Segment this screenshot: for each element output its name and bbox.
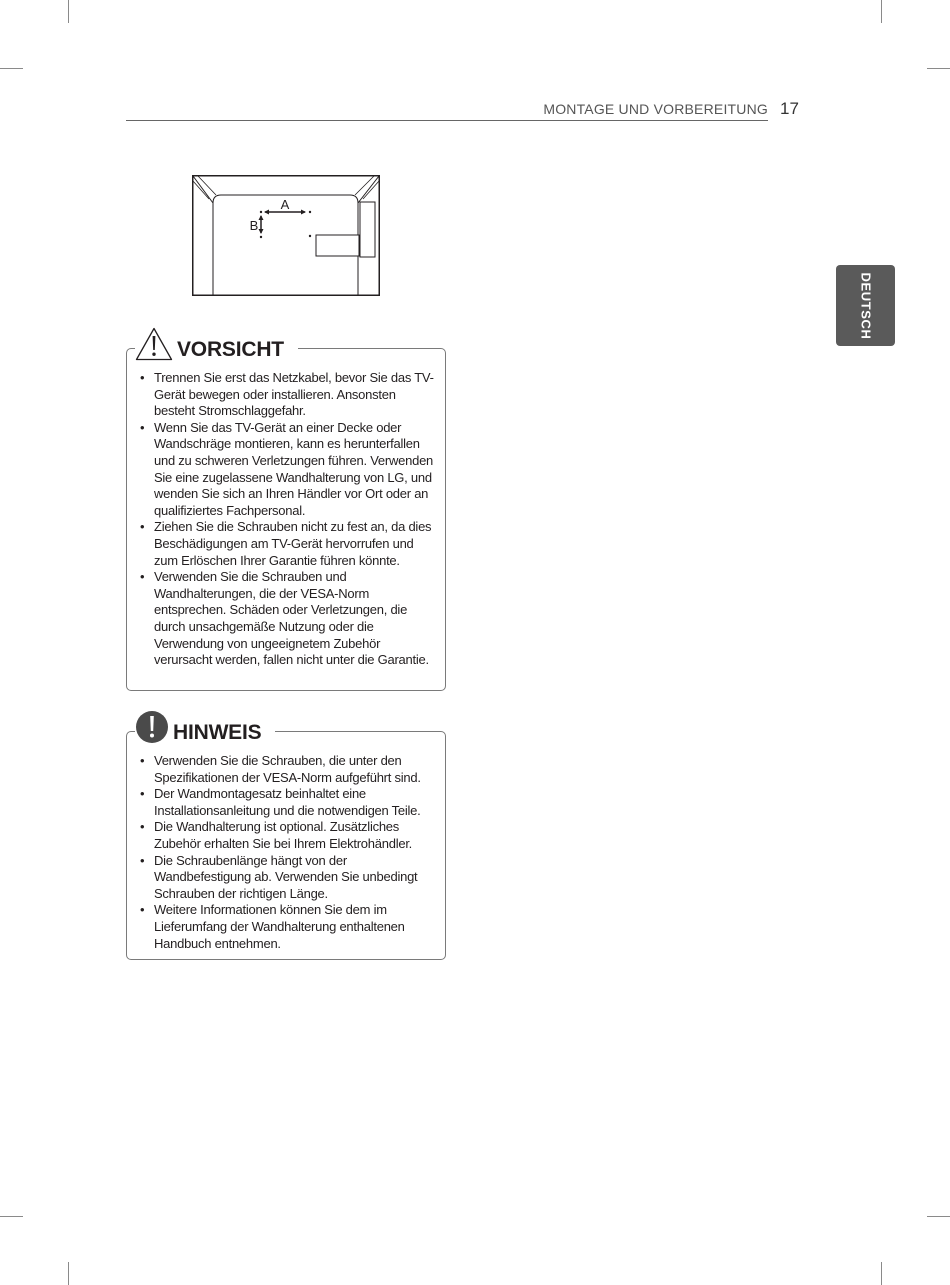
- crop-mark: [927, 68, 950, 69]
- crop-mark: [881, 1262, 882, 1285]
- list-item: • Der Wandmontagesatz beinhaltet eine Installationsanleitung und die notwendigen Teile.: [139, 786, 437, 819]
- crop-mark: [881, 0, 882, 23]
- dimension-a-label: A: [280, 197, 290, 212]
- note-title: HINWEIS: [173, 721, 262, 744]
- caution-title: VORSICHT: [177, 338, 284, 361]
- list-item: • Die Schraubenlänge hängt von der Wandbefestigung ab. Verwenden Sie unbedingt Schrauben der richtigen Länge.: [139, 853, 437, 903]
- header-rule: [126, 120, 768, 121]
- caution-box: [126, 338, 446, 691]
- caution-list: [139, 370, 437, 669]
- crop-mark: [68, 0, 69, 23]
- note-heading: [135, 708, 275, 744]
- warning-triangle-icon: [135, 327, 173, 361]
- language-tab: [836, 265, 895, 346]
- language-tab-label: DEUTSCH: [858, 271, 873, 340]
- crop-mark: [68, 1262, 69, 1285]
- caution-heading: [135, 325, 298, 361]
- page-number: 17: [780, 99, 799, 118]
- crop-mark: [0, 1216, 23, 1217]
- list-item: • Die Wandhalterung ist optional. Zusätzliches Zubehör erhalten Sie bei Ihrem Elektrohändler.: [139, 819, 437, 852]
- list-item: • Trennen Sie erst das Netzkabel, bevor Sie das TV-Gerät bewegen oder installieren. Ansonsten besteht Stromschlaggefahr.: [139, 370, 437, 420]
- list-item: • Verwenden Sie die Schrauben und Wandhalterungen, die der VESA-Norm entsprechen. Schäden oder Verletzungen, die durch unsachgemäße Nutzung oder die Verwendung von ungeeignetem Zubehör verursacht werden, fallen nicht unter die Garantie.: [139, 569, 437, 669]
- list-item: • Ziehen Sie die Schrauben nicht zu fest an, da dies Beschädigungen am TV-Gerät hervorrufen und zum Erlöschen Ihrer Garantie führen könnte.: [139, 519, 437, 569]
- note-list: [139, 753, 437, 952]
- list-item: • Verwenden Sie die Schrauben, die unter den Spezifikationen der VESA-Norm aufgeführt sind.: [139, 753, 437, 786]
- tv-rear-diagram: [192, 175, 380, 296]
- exclamation-circle-icon: [135, 710, 169, 744]
- list-item: • Weitere Informationen können Sie dem im Lieferumfang der Wandhalterung enthaltenen Handbuch entnehmen.: [139, 902, 437, 952]
- crop-mark: [927, 1216, 950, 1217]
- list-item: • Wenn Sie das TV-Gerät an einer Decke oder Wandschräge montieren, kann es herunterfallen und zu schweren Verletzungen führen. Verwenden Sie eine zugelassene Wandhalterung von LG, und wenden Sie sich an Ihren Händler vor Ort oder an qualifiziertes Fachpersonal.: [139, 420, 437, 520]
- note-box: [126, 721, 446, 960]
- dimension-b-label: B: [249, 218, 259, 233]
- crop-mark: [0, 68, 23, 69]
- section-title: MONTAGE UND VORBEREITUNG: [543, 101, 768, 117]
